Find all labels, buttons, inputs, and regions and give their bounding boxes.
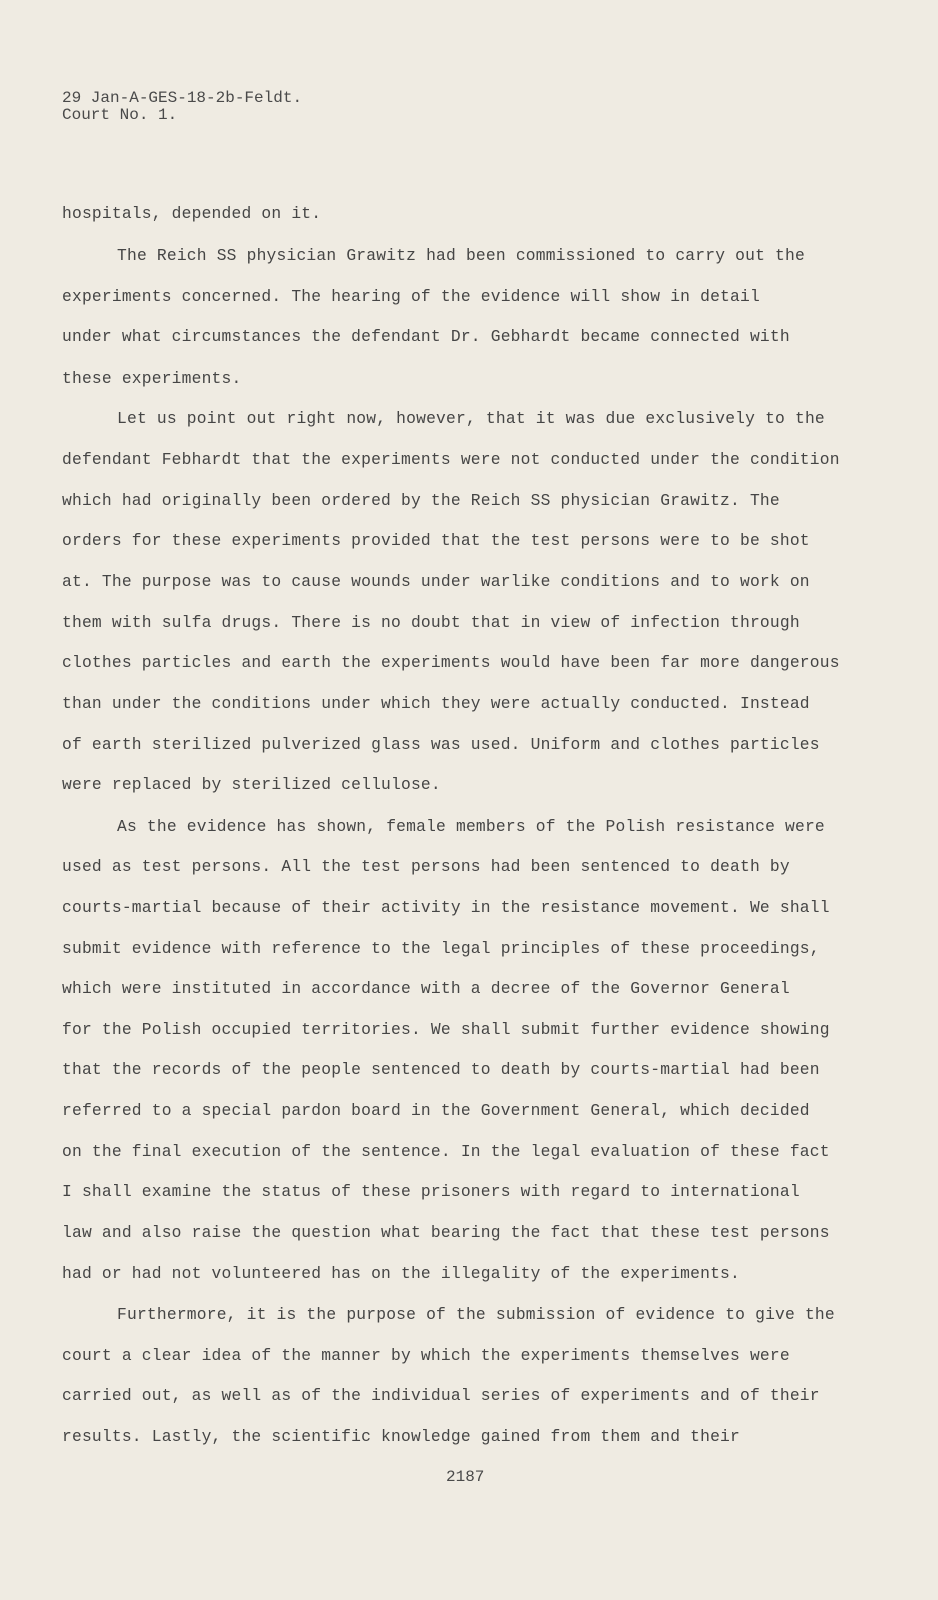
body-line: courts-martial because of their activity in the resistance movement. We shall [62, 898, 830, 917]
body-line: under what circumstances the defendant Dr. Gebhardt became connected with [62, 327, 790, 346]
body-line: at. The purpose was to cause wounds under warlike conditions and to work on [62, 572, 810, 591]
body-line: law and also raise the question what bearing the fact that these test persons [62, 1223, 830, 1242]
body-line: The Reich SS physician Grawitz had been commissioned to carry out the [117, 246, 805, 265]
body-line: than under the conditions under which they were actually conducted. Instead [62, 694, 810, 713]
body-line: for the Polish occupied territories. We shall submit further evidence showing [62, 1020, 830, 1039]
body-line: hospitals, depended on it. [62, 204, 322, 223]
body-line: court a clear idea of the manner by which the experiments themselves were [62, 1346, 790, 1365]
page-number: 2187 [446, 1468, 485, 1486]
body-line: defendant Febhardt that the experiments were not conducted under the condition [62, 450, 840, 469]
body-line: referred to a special pardon board in the Government General, which decided [62, 1101, 810, 1120]
body-line: these experiments. [62, 369, 242, 388]
body-line: had or had not volunteered has on the illegality of the experiments. [62, 1264, 740, 1283]
body-line: As the evidence has shown, female members of the Polish resistance were [117, 817, 825, 836]
body-line: results. Lastly, the scientific knowledge gained from them and their [62, 1427, 740, 1446]
body-line: Furthermore, it is the purpose of the submission of evidence to give the [117, 1305, 835, 1324]
body-line: I shall examine the status of these prisoners with regard to international [62, 1182, 800, 1201]
body-line: that the records of the people sentenced to death by courts-martial had been [62, 1060, 820, 1079]
body-line: which were instituted in accordance with a decree of the Governor General [62, 979, 790, 998]
header-court-line: Court No. 1. [62, 106, 178, 124]
body-line: submit evidence with reference to the legal principles of these proceedings, [62, 939, 820, 958]
body-line: of earth sterilized pulverized glass was used. Uniform and clothes particles [62, 735, 820, 754]
body-line: were replaced by sterilized cellulose. [62, 775, 441, 794]
body-line: on the final execution of the sentence. In the legal evaluation of these fact [62, 1142, 830, 1161]
body-line: Let us point out right now, however, that it was due exclusively to the [117, 409, 825, 428]
body-line: carried out, as well as of the individual series of experiments and of their [62, 1386, 820, 1405]
body-line: them with sulfa drugs. There is no doubt that in view of infection through [62, 613, 800, 632]
header-reference-line: 29 Jan-A-GES-18-2b-Feldt. [62, 89, 303, 107]
body-line: orders for these experiments provided that the test persons were to be shot [62, 531, 810, 550]
body-line: which had originally been ordered by the Reich SS physician Grawitz. The [62, 491, 780, 510]
body-line: experiments concerned. The hearing of the evidence will show in detail [62, 287, 760, 306]
document-header [62, 90, 302, 124]
body-line: clothes particles and earth the experiments would have been far more dangerous [62, 653, 840, 672]
body-line: used as test persons. All the test persons had been sentenced to death by [62, 857, 790, 876]
